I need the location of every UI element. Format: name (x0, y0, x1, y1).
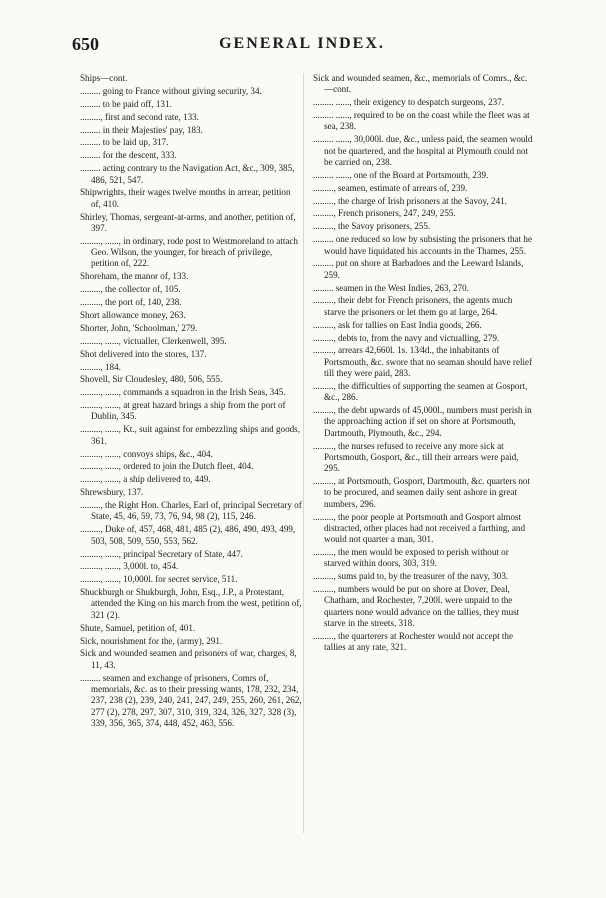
index-entry: Shovell, Sir Cloudesley, 480, 506, 555. (80, 374, 223, 385)
index-entry: ......... to be laid up, 317. (80, 137, 169, 148)
right-index-column (313, 73, 535, 655)
index-entry: ........., the men would be exposed to perish without or starved within doors, 303, 319. (313, 547, 512, 569)
index-entry: Shute, Samuel, petition of, 401. (80, 622, 196, 633)
index-entry: ........., the collector of, 105. (80, 284, 181, 295)
index-entry: ........., first and second rate, 133. (80, 111, 199, 122)
index-entry: ........., at Portsmouth, Gosport, Dartmouth, &c. quarters not to be procured, and seamen daily sent ashore in great numbers, 296. (313, 476, 533, 509)
index-entry: ......... ......, their exigency to despatch surgeons, 237. (313, 97, 505, 108)
index-entry: Sick and wounded seamen, &c., memorials of Comrs., &c.—cont. (313, 73, 528, 95)
index-entry: ........., Duke of, 457, 468, 481, 485 (2), 486, 490, 493, 499, 503, 508, 509, 550, 553, 562. (80, 524, 298, 546)
index-entry: ........., the nurses refused to receive any more sick at Portsmouth, Gosport, &c., till their arrears were paid, 295. (313, 440, 521, 474)
index-entry: Shuckburgh or Shukburgh, John, Esq., J.P., a Protestant, attended the King on his march from the west, petition of, 321 (2). (80, 587, 302, 620)
index-entry: ........., the quarterers at Rochester would not accept the tallies at any rate, 321. (313, 630, 516, 653)
page-number: 650 (72, 34, 99, 54)
index-entry: ........., French prisoners, 247, 249, 255. (313, 208, 456, 219)
index-entry: ......... ......, required to be on the coast while the fleet was at sea, 238. (313, 110, 532, 132)
index-entry: ........., debts to, from the navy and victualling, 279. (313, 332, 500, 343)
index-entry: ......... one reduced so low by subsisting the prisoners that he would have liquidated his accounts in the Thames, 255. (313, 234, 535, 256)
index-entry: ......... in their Majesties' pay, 183. (80, 124, 203, 135)
index-entry: ........., ......, principal Secretary of State, 447. (80, 548, 243, 559)
index-entry: ........., ......, 10,000l. for secret service, 511. (80, 574, 238, 585)
index-entry: Shirley, Thomas, sergeant-at-arms, and another, petition of, 397. (80, 211, 298, 233)
index-entry: ........., ......, a ship delivered to, 449. (80, 474, 211, 485)
index-entry: ........., ......, at great hazard brings a ship from the port of Dublin, 345. (80, 400, 288, 422)
index-entry: Short allowance money, 263. (80, 309, 186, 320)
index-entry: ........., the port of, 140, 238. (80, 297, 182, 308)
index-entry: ......... to be paid off, 131. (80, 98, 172, 109)
index-entry: ........., the Savoy prisoners, 255. (313, 221, 431, 232)
index-entry: ......... acting contrary to the Navigation Act, &c., 309, 385, 486, 521, 547. (80, 163, 297, 185)
index-entry: ......... going to France without giving security, 34. (80, 85, 262, 96)
index-entry: ........., ask for tallies on East India goods, 266. (313, 319, 482, 330)
index-entry: ........., ......, ordered to join the Dutch fleet, 404. (80, 461, 254, 472)
index-entry: ......... seamen in the West Indies, 263, 270. (313, 282, 469, 293)
column-divider (303, 73, 304, 833)
index-entry: ........., sums paid to, by the treasurer of the navy, 303. (313, 571, 509, 582)
index-entry: Shrewsbury, 137. (80, 487, 144, 498)
index-entry: ......... ......, 30,000l. due, &c., unless paid, the seamen would not be quartered, and the hospital at Plymouth could not be carried on, 238. (313, 134, 535, 167)
index-entry: Shot delivered into the stores, 137. (80, 348, 207, 359)
running-title: GENERAL INDEX. (219, 35, 385, 52)
page-header (72, 34, 532, 58)
index-entry: ........., the charge of Irish prisoners at the Savoy, 241. (313, 195, 507, 206)
index-entry: ........., ......, commands a squadron in the Irish Seas, 345. (80, 387, 286, 398)
index-entry: Shipwrights, their wages twelve months in arrear, petition of, 410. (80, 187, 293, 209)
index-entry: ........., ......, in ordinary, rode post to Westmoreland to attach Geo. Wilson, the younger, for breach of privilege, petition of, 222. (80, 235, 301, 269)
index-entry: Sick and wounded seamen and prisoners of war, charges, 8, 11, 43. (80, 648, 299, 670)
index-entry: ......... put on shore at Barbadoes and the Leeward Islands, 259. (313, 258, 526, 280)
index-entry: ........., ......, Kt., suit against for embezzling ships and goods, 361. (80, 424, 303, 446)
index-entry: Sick, nourishment for the, (army), 291. (80, 635, 223, 646)
index-entry: Shoreham, the manor of, 133. (80, 271, 189, 282)
index-entry: ........., the poor people at Portsmouth and Gosport almost distracted, other places had not received a farthing, and would not quarter a man, 301. (313, 511, 528, 545)
index-entry: ........., seamen, estimate of arrears of, 239. (313, 182, 468, 193)
index-entry: Shorter, John, 'Schoolman,' 279. (80, 322, 198, 333)
index-entry: Ships—cont. (80, 73, 128, 83)
index-entry: ........., 184. (80, 361, 121, 372)
index-entry: ........., arrears 42,660l. 1s. 13⁄4d., the inhabitants of Portsmouth, &c. swore that no seaman should have relief till they were paid, 283. (313, 345, 535, 379)
index-entry: ......... ......, one of the Board at Portsmouth, 239. (313, 169, 489, 180)
index-entry: ........., ......, victualler, Clerkenwell, 395. (80, 335, 227, 346)
index-entry: ........., their debt for French prisoners, the agents much starve the prisoners or let them go at large, 264. (313, 295, 515, 317)
index-entry: ........., the difficulties of supporting the seamen at Gosport, &c., 286. (313, 380, 530, 403)
index-entry: ........., the Right Hon. Charles, Earl of, principal Secretary of State, 45, 46, 59, 73, 76, 94, 98 (2), 115, 246. (80, 500, 302, 522)
index-entry: ......... seamen and exchange of prisoners, Comrs of, memorials, &c. as to their pressing wants, 178, 232, 234, 237, 238 (2), 239, 240, 241, 247, 249, 255, 260, 261, 262, 277 (2), 278, 297, 307, 310, 319, 324, 326, 327, 328 (3), 339, 356, 365, 374, 448, 452, 463, 556. (80, 672, 302, 728)
left-index-column (80, 73, 302, 731)
index-entry: ........., numbers would be put on shore at Dover, Deal, Chatham, and Rochester, 7,200l. were unpaid to the quarters none would advance on the tallies, they must starve in the streets, 318. (313, 584, 522, 629)
index-entry: ........., the debt upwards of 45,000l., numbers must perish in the approaching action if set on shore at Portsmouth, Dartmouth, Plymouth, &c., 294. (313, 405, 535, 438)
index-entry: ......... for the descent, 333. (80, 150, 177, 161)
index-entry: ........., ......, convoys ships, &c., 404. (80, 448, 213, 459)
index-entry: ........., ......, 3,000l. to, 454. (80, 561, 179, 572)
